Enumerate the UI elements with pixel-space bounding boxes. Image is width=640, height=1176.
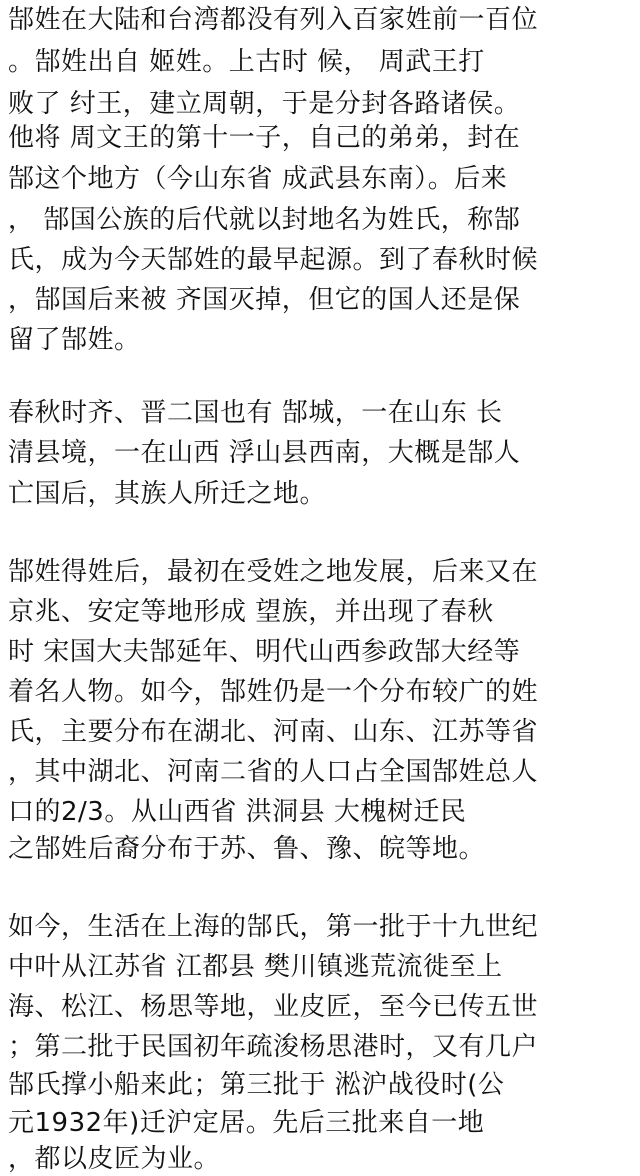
text-line: ，郜国后来被 齐国灭掉，但它的国人还是保 [8,285,521,315]
text-line: ；第二批于民国初年疏浚杨思港时，又有几户 [8,1032,539,1062]
text-line: 如今，生活在上海的郜氏，第一批于十九世纪 [8,912,539,942]
text-line: 时 宋国大夫郜延年、明代山西参政郜大经等 [8,637,521,667]
text-line: 氏，主要分布在湖北、河南、山东、江苏等省 [8,717,539,747]
text-line: 中叶从江苏省 江都县 樊川镇逃荒流徙至上 [8,952,503,982]
text-line: 亡国后，其族人所迁之地。 [8,479,327,509]
text-line: 着名人物。如今，郜姓仍是一个分布较广的姓 [8,677,539,707]
text-line: ， 郜国公族的后代就以封地名为姓氏，称郜 [8,205,521,235]
text-line: 他将 周文王的第十一子，自己的弟弟，封在 [8,123,521,153]
text-line: ，其中湖北、河南二省的人口占全国郜姓总人 [8,757,539,787]
text-line: 留了郜姓。 [8,325,141,355]
text-line: 氏，成为今天郜姓的最早起源。到了春秋时候 [8,245,539,275]
text-line: 海、松江、杨思等地，业皮匠，至今已传五世 [8,992,539,1022]
text-line: 京兆、安定等地形成 望族，并出现了春秋 [8,597,494,627]
text-line: 春秋时齐、晋二国也有 郜城，一在山东 长 [8,398,503,428]
text-line: 郜姓在大陆和台湾都没有列入百家姓前一百位 [8,5,539,35]
text-line: ，都以皮匠为业。 [8,1144,221,1174]
text-line: 口的2/3。从山西省 洪洞县 大槐树迁民 [8,797,467,827]
text-line: 清县境，一在山西 浮山县西南，大概是郜人 [8,438,521,468]
text-line: 。郜姓出自 姬姓。上古时 候， 周武王打 [8,47,485,77]
text-line: 郜这个地方（今山东省 成武县东南）。后来 [8,164,508,194]
text-line: 之郜姓后裔分布于苏、鲁、豫、皖等地。 [8,834,486,864]
text-line: 郜氏撑小船来此；第三批于 淞沪战役时(公 [8,1070,505,1100]
text-line: 郜姓得姓后，最初在受姓之地发展，后来又在 [8,557,539,587]
text-line: 败了 纣王，建立周朝，于是分封各路诸侯。 [8,89,521,119]
text-line: 元1932年)迁沪定居。先后三批来自一地 [8,1108,485,1138]
